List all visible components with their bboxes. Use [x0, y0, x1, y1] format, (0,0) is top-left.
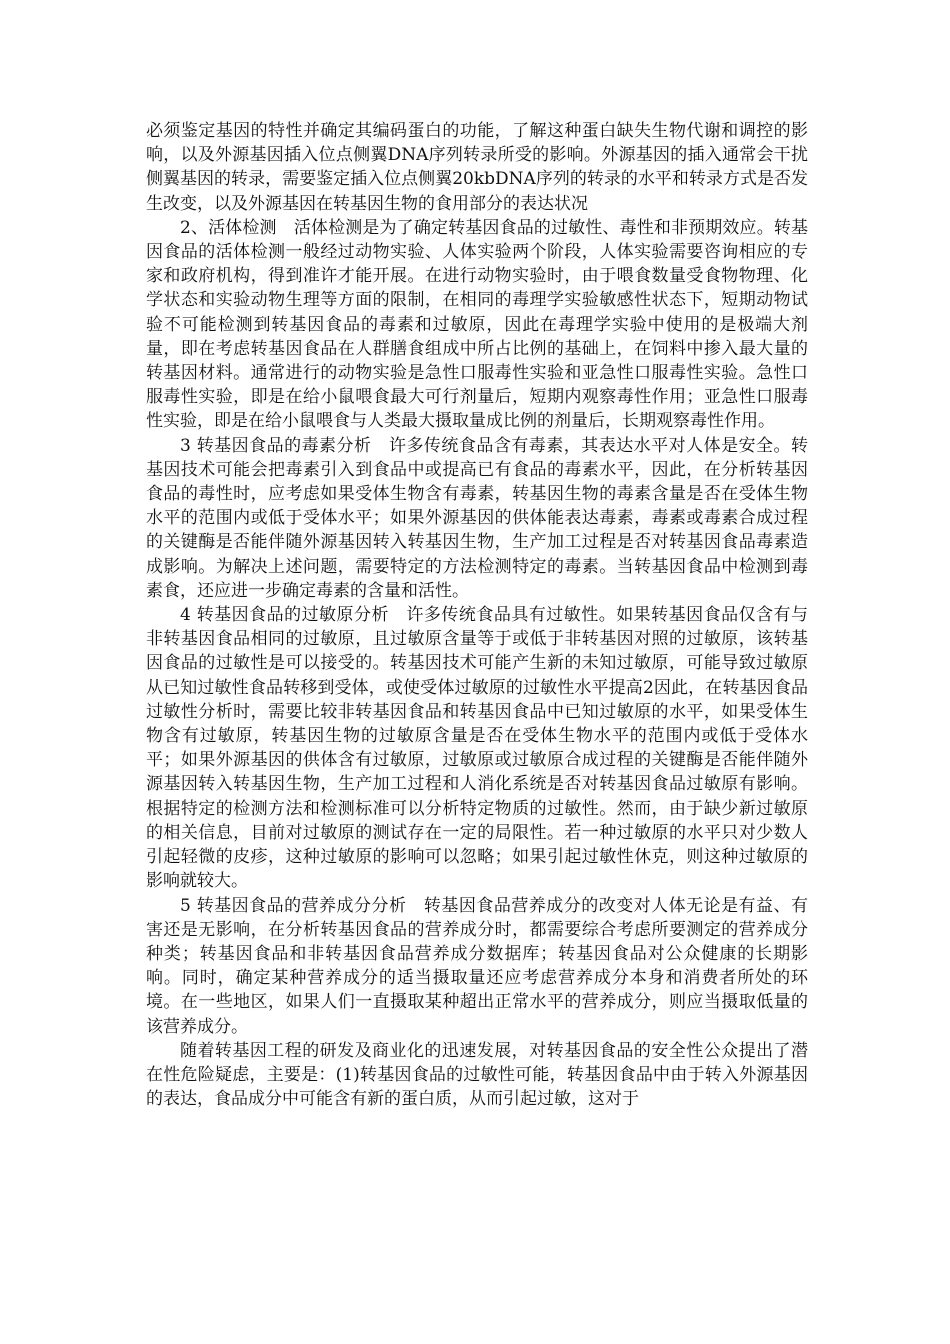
paragraph-public-concerns: 随着转基因工程的研发及商业化的迅速发展，对转基因食品的安全性公众提出了潜在性危险疑虑，主要是：(1)转基因食品的过敏性可能，转基因食品中由于转入外源基因的表达，食品成分中可能含有新的蛋白质，从而引起过敏，这对于	[146, 1040, 808, 1110]
paragraph-in-vivo-testing: 2、活体检测 活体检测是为了确定转基因食品的过敏性、毒性和非预期效应。转基因食品的活体检测一般经过动物实验、人体实验两个阶段，人体实验需要咨询相应的专家和政府机构，得到准许才能开展。在进行动物实验时，由于喂食数量受食物物理、化学状态和实验动物生理等方面的限制，在相同的毒理学实验敏感性状态下，短期动物试验不可能检测到转基因食品的毒素和过敏原，因此在毒理学实验中使用的是极端大剂量，即在考虑转基因食品在人群膳食组成中所占比例的基础上，在饲料中掺入最大量的转基因材料。通常进行的动物实验是急性口服毒性实验和亚急性口服毒性实验。急性口服毒性实验，即是在给小鼠喂食最大可行剂量后，短期内观察毒性作用；亚急性口服毒性实验，即是在给小鼠喂食与人类最大摄取量成比例的剂量后，长期观察毒性作用。	[146, 217, 808, 432]
document-page	[146, 119, 808, 1111]
paragraph-allergen-analysis: 4 转基因食品的过敏原分析 许多传统食品具有过敏性。如果转基因食品仅含有与非转基因食品相同的过敏原，且过敏原含量等于或低于非转基因对照的过敏原，该转基因食品的过敏性是可以接受的。转基因技术可能产生新的未知过敏原，可能导致过敏原从已知过敏性食品转移到受体，或使受体过敏原的过敏性水平提高2因此，在转基因食品过敏性分析时，需要比较非转基因食品和转基因食品中已知过敏原的水平，如果受体生物含有过敏原，转基因生物的过敏原含量是否在受体生物水平的范围内或低于受体水平；如果外源基因的供体含有过敏原，过敏原或过敏原合成过程的关键酶是否能伴随外源基因转入转基因生物，生产加工过程和人消化系统是否对转基因食品过敏原有影响。根据特定的检测方法和检测标准可以分析特定物质的过敏性。然而，由于缺少新过敏原的相关信息，目前对过敏原的测试存在一定的局限性。若一种过敏原的水平只对少数人引起轻微的皮疹，这种过敏原的影响可以忽略；如果引起过敏性休克，则这种过敏原的影响就较大。	[146, 605, 808, 892]
paragraph-gene-identification: 必须鉴定基因的特性并确定其编码蛋白的功能，了解这种蛋白缺失生物代谢和调控的影响，以及外源基因插入位点侧翼DNA序列转录所受的影响。外源基因的插入通常会干扰侧翼基因的转录，需要鉴定插入位点侧翼20kbDNA序列的转录的水平和转录方式是否发生改变，以及外源基因在转基因生物的食用部分的表达状况	[146, 121, 808, 214]
paragraph-nutrition-analysis: 5 转基因食品的营养成分分析 转基因食品营养成分的改变对人体无论是有益、有害还是无影响，在分析转基因食品的营养成分时，都需要综合考虑所要测定的营养成分种类；转基因食品和非转基因食品营养成分数据库；转基因食品对公众健康的长期影响。同时，确定某种营养成分的适当摄取量还应考虑营养成分本身和消费者所处的环境。在一些地区，如果人们一直摄取某种超出正常水平的营养成分，则应当摄取低量的该营养成分。	[146, 895, 808, 1037]
paragraph-toxin-analysis: 3 转基因食品的毒素分析 许多传统食品含有毒素，其表达水平对人体是安全。转基因技术可能会把毒素引入到食品中或提高已有食品的毒素水平，因此，在分析转基因食品的毒性时，应考虑如果受体生物含有毒素，转基因生物的毒素含量是否在受体生物水平的范围内或低于受体水平；如果外源基因的供体能表达毒素，毒素或毒素合成过程的关键酶是否能伴随外源基因转入转基因生物，生产加工过程是否对转基因食品毒素造成影响。为解决上述问题，需要特定的方法检测特定的毒素。当转基因食品中检测到毒素食，还应进一步确定毒素的含量和活性。	[146, 435, 808, 601]
